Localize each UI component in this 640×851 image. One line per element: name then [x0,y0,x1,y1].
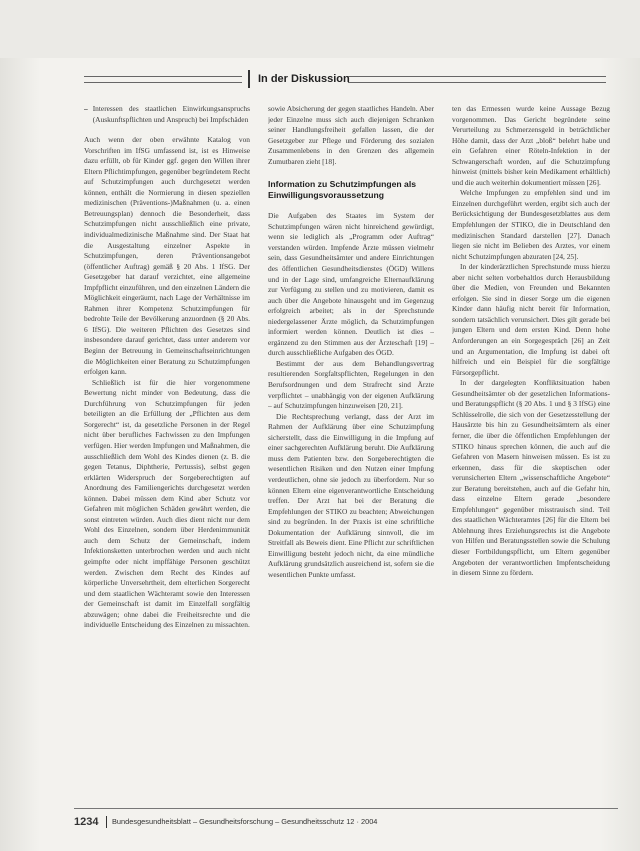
section-header: In der Diskussion [248,70,354,88]
text-column-2 [268,104,434,824]
paragraph: In der kinderärztlichen Sprechstunde muss hierzu aber nicht selten vorbehaltlos durch Herausbildung über die Medien, von Freunden und Bekannten erfolgen. Sie sind in dieser Sorge um die eigenen Kinder dann häufig nicht bereit für Information, sondern tatsächlich verunsichert. Dies gilt gerade bei jungen Eltern und dem ersten Kind. Denn hohe Anforderungen an ein Sorgegespräch [26] an Zeit und an Argumentation, die Impfung ist dabei oft hilfreich und ein Beispiel für die sorgfältige Fürsorgepflicht. [452,262,610,377]
header-rule-left [84,76,242,83]
text-column-3 [452,104,610,824]
subheading: Information zu Schutzimpfungen als Einwilligungsvoraussetzung [268,179,417,201]
paragraph: Die Aufgaben des Staates im System der Schutzimpfungen wären nicht hinreichend gewürdigt, wenn sie lediglich als „Programm oder Auftrag“ verstanden würden. Impfende Ärzte müssen vielmehr sein, dass Gesundheitsämter und andere Einrichtungen des öffentlichen Gesundheitsdienstes (ÖGD) Willens und in der Lage sind, umfangreiche Elternaufklärung zur Verfügung zu stellen und zu motivieren, damit es auch über die Angebote hinausgeht und im Gegenzug erfolgreich arbeitet; als in der Sprechstunde niedergelassener Ärzte möglich, da Schutzimpfungen informiert werden können. Deutlich ist dies – ergänzend zu den Stimmen aus der Ärzteschaft [19] – durch ausschließliche Aufgaben des ÖGD. [268,211,434,358]
paragraph: sowie Absicherung der gegen staatliches Handeln. Aber jeder Einzelne muss sich auch diejenigen Schranken seiner Handlungsfreiheit gefallen lassen, die der Gesetzgeber zur Pflege und Förderung des sozialen Zusammenlebens in den Grenzen des allgemein Zumutbaren zieht [18]. [268,104,434,166]
footer-rule [74,808,618,809]
page-footer [74,814,618,830]
bullet-item [84,104,250,125]
footer-separator [106,816,107,828]
dash-bullet-icon: – [84,104,88,113]
paragraph: Auch wenn der oben erwähnte Katalog von Vorschriften im IfSG umfassend ist, ist es Hinweise dazu erfüllt, ob für Kinder ggf. gegen den Willen ihrer Eltern Pflichtimpfungen, gegenüber begründetem Recht auf Schutzimpfungen auch durchgesetzt werden können, enthält die Normierung in diesen speziellen medizinischen (Präventions-)Maßnahmen (u. a. einen Betreuungsplan) dennoch die Besonderheit, dass Schutzimpfungen nicht ausschließlich eine private, individualmedizinische Maßnahme sind. Der Staat hat die Ausgestaltung einzelner Aspekte in Schutzimpfungen, deren Präventionsangebot (öffentlicher Auftrag) gemäß § 20 Abs. 1 IfSG. Der Gesetzgeber hat darauf verzichtet, eine allgemeine Impfpflicht einzuführen, und den einzelnen Ländern die Möglichkeit eingeräumt, nach Lage der Verhältnisse im Rahmen ihrer Kompetenz Schutzimpfungen für bedrohte Teile der Bevölkerung anzuordnen (§ 20 Abs. 6 IfSG). Die weiteren Pflichten des Gesetzes sind insbesondere darauf gerichtet, dass unter anderem vor Beginn der Betreuung in Gemeinschaftseinrichtungen die Möglichkeiten einer Beratung zu Schutzimpfungen erfolgen kann. [84,135,250,377]
paragraph: Die Rechtsprechung verlangt, dass der Arzt im Rahmen der Aufklärung über eine Schutzimpfung sicherstellt, dass die Einwilligung in die Impfung auf einer sachgerechten Aufklärung beruht. Die Aufklärung muss dem Patienten bzw. den Sorgeberechtigten die wesentlichen Risiken und den Nutzen einer Impfung verdeutlichen, ohne sie jedoch zu überfordern. Nur so können Eltern eine eigenverantwortliche Entscheidung treffen. Der Arzt hat bei der Beratung die Empfehlungen der STIKO zu beachten; Abweichungen sind zu begründen. In der Praxis ist eine schriftliche Dokumentation der Aufklärung sinnvoll, die im Streitfall als Beweis dient. Eine Pflicht zur schriftlichen Einwilligung besteht jedoch nicht, da eine mündliche Aufklärung grundsätzlich ausreichend ist, sofern sie die wesentlichen Punkte umfasst. [268,411,434,579]
paragraph: Bestimmt der aus dem Behandlungsvertrag resultierenden Sorgfaltspflichten, Regelungen in den Berufsordnungen und dem Strafrecht sind Ärzte verpflichtet – unabhängig von der eigenen Aufklärung – auf Schutzimpfungen hinzuweisen [20, 21]. [268,358,434,411]
header-rule-right [348,76,606,83]
paragraph: ten das Ermessen wurde keine Aussage Bezug vorgenommen. Das Gericht begründete seine Verurteilung zu Schmerzensgeld in beträchtlicher Höhe damit, dass der Arzt „bloß“ belehrt habe und ein Gefahren einer Röteln-Infektion in der Schwangerschaft worden, auf die Schutzimpfung hinweist (mittels bisher kein Medikament erhältlich) und die auch weiterhin dokumentiert müssen [26]. [452,104,610,187]
page-number: 1234 [74,816,99,828]
paragraph: Schließlich ist für die hier vorgenommene Bewertung nicht minder von Bedeutung, dass die Durchführung von Schutzimpfungen für jeden beteiligten an die Erfüllung der „Pflichten aus dem Sorgerecht“ ist, da gesetzliche Personen in der Regel nicht über berufliches Fachwissen zu den Impfungen verfügen. Hier werden Impfungen und Maßnahmen, die ausschließlich dem Wohl des Kindes dienen (z. B. die gegen Tetanus, Diphtherie, Pertussis), selbst gegen erklärten Widerspruch der Sorgeberechtigten auf Anordnung des Familiengerichts durchgesetzt werden können. Dabei müssen dem Kind aber Schutz vor Gefahren mit möglichen Schäden gewährt werden, die sonst eintreten würden. Auch dies dient nicht nur dem Wohl des Einzelnen, sondern über Herdenimmunität auch dem Schutz der Gemeinschaft, indem Infektionsketten unterbrochen werden und auch nicht geimpfte oder nicht impffähige Personen geschützt werden. Zwischen dem Recht des Kindes auf körperliche Unversehrtheit, dem elterlichen Sorgerecht und dem staatlichen Wächteramt sowie den Interessen der Gemeinschaft ist damit im Einzelfall sorgfältig abzuwägen; ohne dabei die Freiheitsrechte und die individuelle Entscheidung des Einzelnen zu missachten. [84,377,250,630]
journal-citation: Bundesgesundheitsblatt – Gesundheitsforschung – Gesundheitsschutz 12 · 2004 [112,817,378,826]
paragraph: Welche Impfungen zu empfehlen sind und im Einzelnen durchgeführt werden, ergibt sich auch der Berücksichtigung der Bundesgesetzblattes aus dem Empfehlungen der STIKO, die in Deutschland den medizinischen Standard darstellen [27]. Danach liegen sie nicht im Belieben des Arztes, vor einem nicht Schutzimpfungen abzuraten [24, 25]. [452,188,610,261]
bullet-text: Interessen des staatlichen Einwirkungsanspruchs (Auskunftspflichten und Anspruch) bei Impfschäden [92,104,250,124]
paragraph: In der dargelegten Konfliktsituation haben Gesundheitsämter ob der gesetzlichen Informations- und Beratungspflicht (§ 20 Abs. 1 und § 3 IfSG) eine Schlüsselrolle, die sich von der Gesetzesstellung der Hausärzte bis hin zu Gesundheitsämtern als einer ferner, die über die öffentlichen Empfehlungen der STIKO hinaus sprechen können, die auch auf die Gefahren von Masern hinweisen müssen. Es ist zu erkennen, dass für die skeptischen oder verunsicherten Eltern „wissenschaftliche Angebote“ zur Beratung bereitstehen, auch auf die Gefahr hin, dass einzelne Eltern gerade „besondere Empfehlungen“ gegenüber misstrauisch sind. Teil des staatlichen Wächteramtes [26] für die Eltern bei Ablehnung ihres Erziehungsrechts ist die Angebote von Hilfen und Beratungsstellen sowie die Schulung dieser Fortbildungspflicht, um Eltern gegenüber Angeboten der verantwortlichen Impfentscheidung in diesem Sinne zu fördern. [452,378,610,578]
scan-top-band [0,0,640,58]
text-column-1 [84,104,250,824]
